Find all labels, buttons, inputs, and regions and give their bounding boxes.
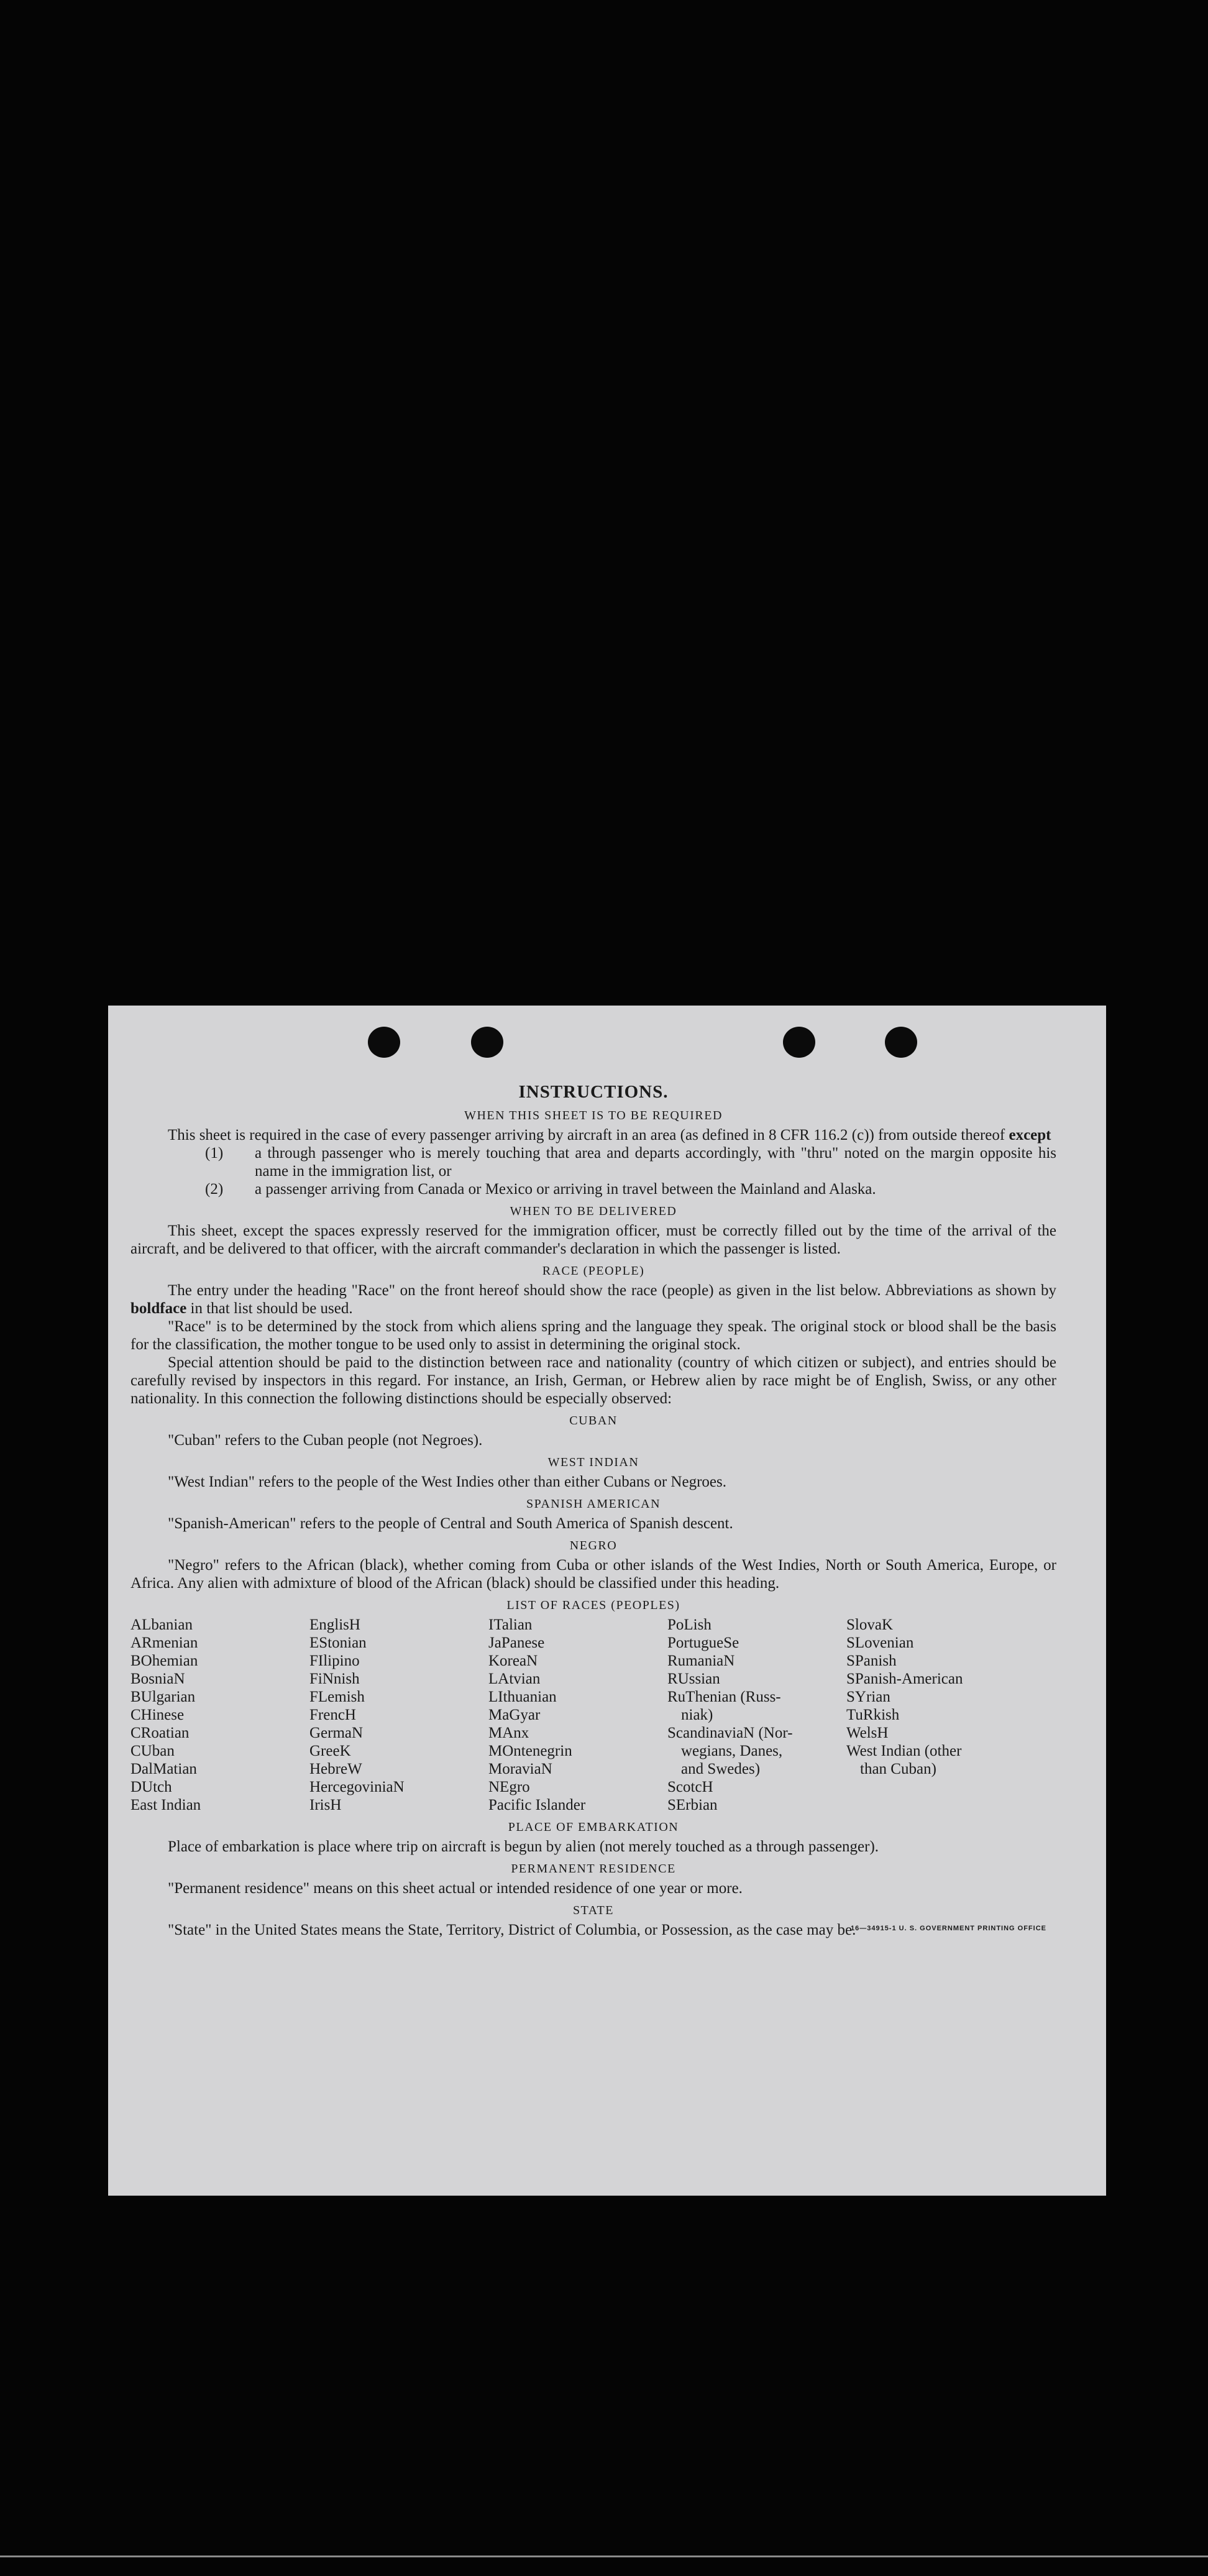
race-entry: DalMatian: [130, 1761, 197, 1777]
race-entry: WelsH: [846, 1725, 889, 1741]
race-entry: ALbanian: [130, 1616, 193, 1633]
race-entry: BUlgarian: [130, 1689, 196, 1705]
race-entry: FLemish: [309, 1689, 365, 1705]
race-entry: MaGyar: [488, 1707, 541, 1723]
printing-office-imprint: 16—34915-1 U. S. GOVERNMENT PRINTING OFFICE: [850, 1925, 1046, 1932]
race-entry: HebreW: [309, 1761, 362, 1777]
paragraph-embarkation: Place of embarkation is place where trip on aircraft is begun by alien (not merely touched as a through passenger).: [168, 1838, 879, 1855]
race-entry: FiNnish: [309, 1671, 360, 1687]
race-entry: PortugueSe: [667, 1634, 739, 1651]
race-entry: GreeK: [309, 1743, 351, 1759]
races-column-4: [667, 1616, 846, 1814]
instruction-sheet: [108, 1006, 1106, 2196]
race-entry: SlovaK: [846, 1616, 893, 1633]
paragraph-when-required: This sheet is required in the case of every passenger arriving by aircraft in an area (as defined in 8 CFR 116.2 (c)) from outside thereof except: [168, 1127, 1051, 1144]
paragraph-race-3: Special attention should be paid to the distinction between race and nationality (country of which citizen or subject), and entries should be carefully revised by inspectors in this regard. For instance, an Irish, German, or Hebrew alien by race might be of English, Swiss, or any other nationality. In this connection the following distinctions should be especially observed:: [130, 1354, 1056, 1407]
race-entry: CUban: [130, 1743, 175, 1759]
race-entry: niak): [681, 1707, 713, 1723]
race-entry: FrencH: [309, 1707, 356, 1723]
races-column-5: [846, 1616, 1027, 1814]
heading-state: STATE: [573, 1904, 614, 1917]
page-title: INSTRUCTIONS.: [518, 1082, 669, 1102]
race-entry: EStonian: [309, 1634, 367, 1651]
sheet-content: [130, 1081, 1056, 1939]
race-entry: CHinese: [130, 1707, 185, 1723]
heading-negro: NEGRO: [569, 1539, 618, 1552]
heading-embarkation: PLACE OF EMBARKATION: [508, 1820, 679, 1834]
paragraph-when-delivered: This sheet, except the spaces expressly reserved for the immigration officer, must be correctly filled out by the time of the arrival of the aircraft, and be delivered to that officer, with the aircraft commander's declaration in which the passenger is listed.: [130, 1222, 1056, 1257]
race-entry: NEgro: [488, 1779, 530, 1795]
race-entry: KoreaN: [488, 1652, 538, 1669]
paragraph-spanish-american: "Spanish-American" refers to the people of Central and South America of Spanish descent.: [168, 1515, 733, 1532]
punch-hole-1: [368, 1027, 400, 1058]
race-entry: PoLish: [667, 1616, 712, 1633]
race-entry: LAtvian: [488, 1671, 541, 1687]
races-column-2: [309, 1616, 488, 1814]
heading-spanish-american: SPANISH AMERICAN: [526, 1497, 661, 1511]
paragraph-negro: "Negro" refers to the African (black), whether coming from Cuba or other islands of the West Indies, North or South America, Europe, or Africa. Any alien with admixture of blood of the African (black) should be classified under this heading.: [130, 1557, 1056, 1592]
heading-when-required: WHEN THIS SHEET IS TO BE REQUIRED: [464, 1109, 723, 1122]
races-list: [130, 1616, 1056, 1814]
race-entry: SLovenian: [846, 1634, 914, 1651]
race-entry: East Indian: [130, 1797, 201, 1813]
races-column-1: [130, 1616, 309, 1814]
paragraph-residence: "Permanent residence" means on this sheet actual or intended residence of one year or more.: [168, 1880, 743, 1897]
race-entry: BosniaN: [130, 1671, 185, 1687]
race-entry: CRoatian: [130, 1725, 190, 1741]
race-entry: SYrian: [846, 1689, 890, 1705]
exception-item-1: (1) a through passenger who is merely touching that area and departs accordingly, with "thru" noted on the margin opposite his name in the immigration list, or: [205, 1145, 1056, 1180]
race-entry: ARmenian: [130, 1634, 198, 1651]
paragraph-west-indian: "West Indian" refers to the people of the West Indies other than either Cubans or Negroes.: [168, 1474, 726, 1490]
race-entry: ScotcH: [667, 1779, 713, 1795]
race-entry: and Swedes): [681, 1761, 761, 1777]
race-entry: Pacific Islander: [488, 1797, 586, 1813]
race-entry: LIthuanian: [488, 1689, 557, 1705]
paragraph-race-2: "Race" is to be determined by the stock from which aliens spring and the language they speak. The original stock or blood shall be the basis for the classification, the mother tongue to be used only to assist in determining the original stock.: [130, 1318, 1056, 1353]
paragraph-race-1: The entry under the heading "Race" on the front hereof should show the race (people) as given in the list below. Abbreviations as shown by boldface in that list should be used.: [130, 1282, 1056, 1317]
race-entry: SPanish: [846, 1652, 897, 1669]
race-entry: BOhemian: [130, 1652, 198, 1669]
punch-hole-2: [471, 1027, 503, 1058]
heading-list-of-races: LIST OF RACES (PEOPLES): [506, 1598, 680, 1612]
race-entry: IrisH: [309, 1797, 342, 1813]
race-entry: ITalian: [488, 1616, 533, 1633]
race-entry: RUssian: [667, 1671, 720, 1687]
race-entry: MoraviaN: [488, 1761, 552, 1777]
heading-race: RACE (PEOPLE): [542, 1264, 645, 1278]
race-entry: wegians, Danes,: [681, 1743, 783, 1759]
race-entry: EnglisH: [309, 1616, 360, 1633]
heading-west-indian: WEST INDIAN: [547, 1455, 639, 1469]
race-entry: FIlipino: [309, 1652, 360, 1669]
state-footer-row: [130, 1921, 1056, 1939]
race-entry: than Cuban): [860, 1761, 936, 1777]
races-column-3: [488, 1616, 667, 1814]
punch-hole-3: [783, 1027, 815, 1058]
race-entry: DUtch: [130, 1779, 172, 1795]
race-entry: SErbian: [667, 1797, 718, 1813]
race-entry: RumaniaN: [667, 1652, 735, 1669]
race-entry: West Indian (other: [846, 1743, 962, 1759]
race-entry: MOntenegrin: [488, 1743, 572, 1759]
race-entry: TuRkish: [846, 1707, 900, 1723]
race-entry: RuThenian (Russ-: [667, 1689, 781, 1705]
punch-hole-4: [885, 1027, 917, 1058]
exception-item-2: (2) a passenger arriving from Canada or Mexico or arriving in travel between the Mainland and Alaska.: [205, 1181, 876, 1198]
paragraph-state: "State" in the United States means the State, Territory, District of Columbia, or Possession, as the case may be.: [168, 1922, 856, 1938]
heading-cuban: CUBAN: [569, 1414, 618, 1428]
race-entry: MAnx: [488, 1725, 529, 1741]
paragraph-cuban: "Cuban" refers to the Cuban people (not Negroes).: [168, 1432, 483, 1449]
race-entry: ScandinaviaN (Nor-: [667, 1725, 793, 1741]
scan-edge-line: [0, 2555, 1208, 2557]
heading-when-delivered: WHEN TO BE DELIVERED: [510, 1204, 677, 1218]
race-entry: SPanish-American: [846, 1671, 963, 1687]
race-entry: JaPanese: [488, 1634, 545, 1651]
heading-residence: PERMANENT RESIDENCE: [511, 1862, 676, 1876]
race-entry: GermaN: [309, 1725, 364, 1741]
race-entry: HercegoviniaN: [309, 1779, 405, 1795]
